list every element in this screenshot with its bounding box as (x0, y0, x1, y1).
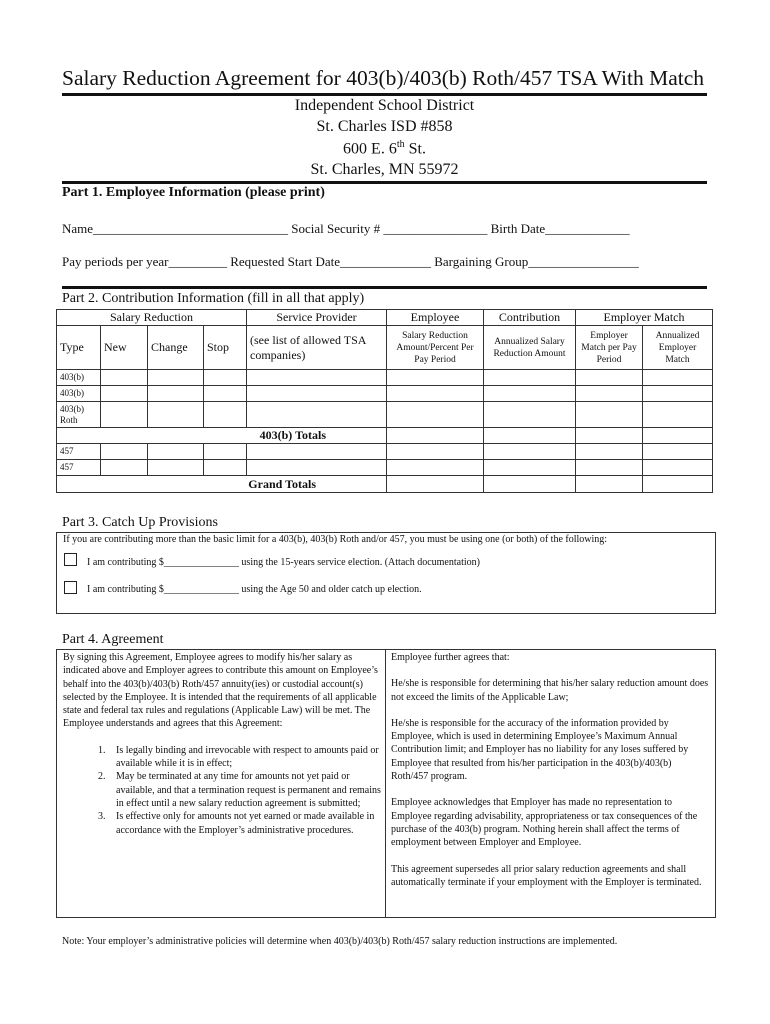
col-annualized-amount: Annualized Salary Reduction Amount (484, 326, 576, 370)
hdr-salary-reduction: Salary Reduction (57, 310, 247, 326)
cell-amount[interactable] (387, 370, 484, 386)
cell-stop[interactable] (204, 386, 247, 402)
cell-annual-match[interactable] (643, 386, 713, 402)
district-street (62, 139, 707, 158)
col-type: Type (57, 326, 101, 370)
cell-annualized[interactable] (484, 444, 576, 460)
form-title: Salary Reduction Agreement for 403(b)/403(b) Roth/457 TSA With Match (62, 66, 705, 90)
agreement-right-column (391, 651, 709, 902)
grand-match[interactable] (576, 476, 643, 493)
total-annual-match[interactable] (643, 428, 713, 444)
cell-annual-match[interactable] (643, 370, 713, 386)
district-name: St. Charles ISD #858 (316, 118, 453, 135)
cell-stop[interactable] (204, 402, 247, 428)
cell-amount[interactable] (387, 386, 484, 402)
row-type: 403(b) (57, 386, 101, 402)
part3-intro: If you are contributing more than the basic limit for a 403(b), 403(b) Roth and/or 457, you must be using one (or both) of the following: (63, 534, 608, 545)
catchup-age50-checkbox[interactable] (64, 581, 77, 594)
total-annualized[interactable] (484, 428, 576, 444)
cell-annualized[interactable] (484, 460, 576, 476)
cell-provider[interactable] (247, 460, 387, 476)
street-post: St. (404, 140, 426, 158)
part2-heading: Part 2. Contribution Information (fill in all that apply) (62, 291, 365, 306)
cell-annualized[interactable] (484, 402, 576, 428)
cell-new[interactable] (101, 370, 148, 386)
col-match-per-period: Employer Match per Pay Period (576, 326, 643, 370)
agreement-left-column (63, 651, 381, 837)
agreement-right-para: This agreement supersedes all prior salary reduction agreements and shall automatically terminate if your employment with the Employer is terminated. (391, 863, 702, 888)
total-amount[interactable] (387, 428, 484, 444)
cell-stop[interactable] (204, 460, 247, 476)
cell-annual-match[interactable] (643, 460, 713, 476)
cell-amount[interactable] (387, 444, 484, 460)
cell-new[interactable] (101, 460, 148, 476)
catchup-15-year-label: I am contributing $_______________ using the 15-years service election. (Attach documentation) (87, 557, 480, 568)
col-new: New (101, 326, 148, 370)
cell-match[interactable] (576, 370, 643, 386)
grand-totals-label: Grand Totals (57, 476, 387, 493)
agreement-right-para: He/she is responsible for the accuracy of the information provided by Employee, which is used in determining Employee’s Maximum Annual Contribution limit; and Employer has no liability for any loses suffered by Employee that resulted from his/her participation in the 403(b)/403(b) Roth/457 program. (391, 717, 689, 783)
catchup-15-year-checkbox[interactable] (64, 553, 77, 566)
hdr-employer-match: Employer Match (576, 310, 713, 326)
row-type: 403(b) (57, 370, 101, 386)
agreement-right-para: Employee acknowledges that Employer has made no representation to Employee regarding advisability, appropriateness or tax consequences of the purchase of the 403(b) program. Nothing herein shall affect the terms of employment between Employer and Employee. (391, 797, 698, 849)
cell-stop[interactable] (204, 444, 247, 460)
street-sup: th (396, 139, 405, 150)
cell-provider[interactable] (247, 386, 387, 402)
cell-provider[interactable] (247, 402, 387, 428)
cell-match[interactable] (576, 460, 643, 476)
contribution-table (56, 309, 713, 493)
col-provider-note: (see list of allowed TSA companies) (247, 326, 387, 370)
cell-change[interactable] (148, 402, 204, 428)
part4-divider (385, 650, 386, 917)
grand-amount[interactable] (387, 476, 484, 493)
hdr-contribution: Contribution (484, 310, 576, 326)
cell-match[interactable] (576, 386, 643, 402)
cell-new[interactable] (101, 386, 148, 402)
catchup-age50-label: I am contributing $_______________ using the Age 50 and older catch up election. (87, 584, 422, 595)
row-type: 403(b) Roth (57, 402, 101, 428)
district-label: Independent School District (294, 97, 475, 114)
agreement-item: 3. Is effective only for amounts not yet earned or made available in accordance with the Employer’s administrative procedures. (108, 810, 381, 837)
agreement-right-para: He/she is responsible for determining that his/her salary reduction amount does not exceed the limits of the Applicable Law; (391, 678, 709, 703)
cell-change[interactable] (148, 370, 204, 386)
col-annualized-match: Annualized Employer Match (643, 326, 713, 370)
cell-change[interactable] (148, 444, 204, 460)
part3-heading: Part 3. Catch Up Provisions (62, 515, 218, 530)
part1-line-pay-start-group[interactable]: Pay periods per year_________ Requested Start Date______________ Bargaining Group_________________ (62, 254, 639, 269)
hdr-service-provider: Service Provider (247, 310, 387, 326)
grand-annualized[interactable] (484, 476, 576, 493)
col-stop: Stop (204, 326, 247, 370)
total-match[interactable] (576, 428, 643, 444)
cell-match[interactable] (576, 444, 643, 460)
row-type: 457 (57, 444, 101, 460)
cell-change[interactable] (148, 460, 204, 476)
district-city: St. Charles, MN 55972 (310, 161, 459, 178)
agreement-item: 1. Is legally binding and irrevocable with respect to amounts paid or available while it is in effect; (108, 744, 381, 771)
agreement-right-para: Employee further agrees that: (391, 652, 510, 663)
header-rule (62, 181, 707, 184)
row-type: 457 (57, 460, 101, 476)
cell-match[interactable] (576, 402, 643, 428)
cell-amount[interactable] (387, 460, 484, 476)
cell-amount[interactable] (387, 402, 484, 428)
part4-heading: Part 4. Agreement (62, 632, 164, 647)
grand-annual-match[interactable] (643, 476, 713, 493)
cell-provider[interactable] (247, 370, 387, 386)
cell-annual-match[interactable] (643, 402, 713, 428)
cell-annual-match[interactable] (643, 444, 713, 460)
title-rule (62, 93, 707, 96)
cell-change[interactable] (148, 386, 204, 402)
col-amount-per-period: Salary Reduction Amount/Percent Per Pay Period (387, 326, 484, 370)
cell-annualized[interactable] (484, 370, 576, 386)
cell-provider[interactable] (247, 444, 387, 460)
agreement-item: 2. May be terminated at any time for amounts not yet paid or available, and that a termination request is permanent and remains in effect until a new salary reduction agreement is submitted; (108, 770, 381, 810)
cell-new[interactable] (101, 402, 148, 428)
part1-rule (62, 286, 707, 289)
street-pre: 600 E. 6 (343, 140, 397, 158)
part1-heading: Part 1. Employee Information (please print) (62, 185, 325, 200)
cell-annualized[interactable] (484, 386, 576, 402)
cell-new[interactable] (101, 444, 148, 460)
agreement-intro: By signing this Agreement, Employee agrees to modify his/her salary as indicated above and Employer agrees to contribute this amount on Employee’s behalf into the 403(b)/403(b) Roth/457 annuity(ies) or custodial account(s) selected by the Employee. It is intended that the requirements of all applicable state and federal tax rules and regulations (Applicable Law) will be met. The Employee understands and agrees that this Agreement: (63, 652, 378, 730)
hdr-employee: Employee (387, 310, 484, 326)
footer-note: Note: Your employer’s administrative policies will determine when 403(b)/403(b) Roth/457 salary reduction instructions are implemented. (62, 936, 618, 947)
part1-line-name-ssn-birth[interactable]: Name______________________________ Social Security # ________________ Birth Date_____________ (62, 221, 630, 236)
cell-stop[interactable] (204, 370, 247, 386)
totals-403b-label: 403(b) Totals (57, 428, 387, 444)
col-change: Change (148, 326, 204, 370)
